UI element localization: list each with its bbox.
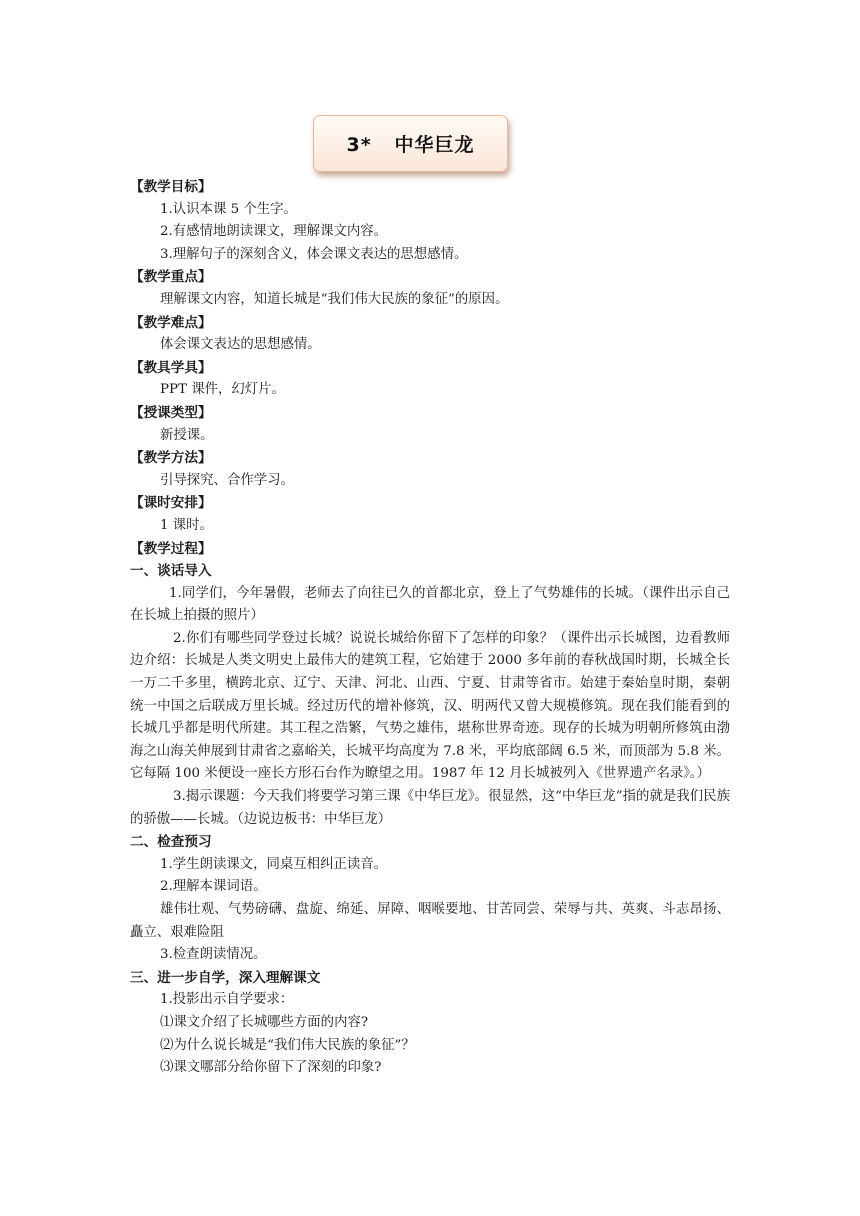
process-part1-paragraph: 1.同学们，今年暑假，老师去了向往已久的首都北京，登上了气势雄伟的长城。（课件出示自己在长城上拍摄的照片）: [130, 585, 730, 624]
part3-subitem: ⑶课文哪部分给你留下了深刻的印象?: [160, 1060, 382, 1076]
process-part1-paragraph: 3.揭示课题：今天我们将要学习第三课《中华巨龙》。很显然，这“中华巨龙”指的就是我们民族的骄傲——长城。（边说边板书：中华巨龙）: [130, 789, 730, 827]
part2-item: 1.学生朗读课文，同桌互相纠正读音。: [160, 856, 388, 872]
goal-item: 1.认识本课 5 个生字。: [160, 201, 297, 217]
tools-text: PPT 课件，幻灯片。: [160, 382, 285, 398]
lesson-title-box: [313, 115, 508, 172]
schedule-text: 1 课时。: [160, 517, 213, 533]
lesson-title: 3* 中华巨龙: [346, 134, 475, 156]
lesson-type-text: 新授课。: [160, 427, 214, 443]
process-part1-heading: 一、谈话导入: [130, 563, 212, 580]
vocabulary-list: 雄伟壮观、气势磅礴、盘旋、绵延、屏障、咽喉要地、甘苦同尝、荣辱与共、英爽、斗志昂扬、矗立、艰难险阻: [130, 902, 730, 940]
goal-item: 3.理解句子的深刻含义，体会课文表达的思想感情。: [160, 246, 468, 262]
part2-item: 3.检查朗读情况。: [160, 947, 267, 963]
section-heading-tools: 【教具学具】: [130, 359, 212, 376]
section-heading-key-points: 【教学重点】: [130, 269, 212, 286]
section-heading-schedule: 【课时安排】: [130, 495, 212, 512]
key-points-text: 理解课文内容，知道长城是“我们伟大民族的象征”的原因。: [160, 291, 509, 307]
section-heading-process: 【教学过程】: [130, 540, 212, 557]
process-part3-heading: 三、进一步自学，深入理解课文: [130, 969, 321, 986]
goal-item: 2.有感情地朗读课文，理解课文内容。: [160, 224, 388, 240]
part3-subitem: ⑵为什么说长城是“我们伟大民族的象征”？: [160, 1037, 415, 1053]
difficulties-text: 体会课文表达的思想感情。: [160, 337, 321, 353]
section-heading-lesson-type: 【授课类型】: [130, 404, 212, 421]
part3-item: 1.投影出示自学要求：: [160, 992, 294, 1008]
lesson-plan-body: [130, 176, 730, 1080]
part2-item: 2.理解本课词语。: [160, 879, 267, 895]
section-heading-difficulties: 【教学难点】: [130, 314, 212, 331]
section-heading-goals: 【教学目标】: [130, 179, 212, 195]
section-heading-methods: 【教学方法】: [130, 450, 212, 467]
process-part1-paragraph: 2.你们有哪些同学登过长城？说说长城给你留下了怎样的印象？（课件出示长城图，边看教师边介绍：长城是人类文明史上最伟大的建筑工程，它始建于 2000 多年前的春秋战国时期，长城全长一万二千多里，横跨北京、辽宁、天津、河北、山西、宁夏、甘肃等省市。始建于秦始皇时期，秦朝统一中国之后联成万里长城。经过历代的增补修筑，汉、明两代又曾大规模修筑。现在我们能看到的长城几乎都是明代所建。其工程之浩繁，气势之雄伟，堪称世界奇迹。现存的长城为明朝所修筑由渤海之山海关伸展到甘肃省之嘉峪关，长城平均高度为 7.8 米，平均底部阔 6.5 米，而顶部为 5.8 米。它每隔 100 米便设一座长方形石台作为瞭望之用。1987 年 12 月长城被列入《世界遗产名录》。）: [130, 630, 730, 782]
part3-subitem: ⑴课文介绍了长城哪些方面的内容?: [160, 1014, 369, 1030]
process-part2-heading: 二、检查预习: [130, 834, 212, 851]
methods-text: 引导探究、合作学习。: [160, 472, 294, 488]
